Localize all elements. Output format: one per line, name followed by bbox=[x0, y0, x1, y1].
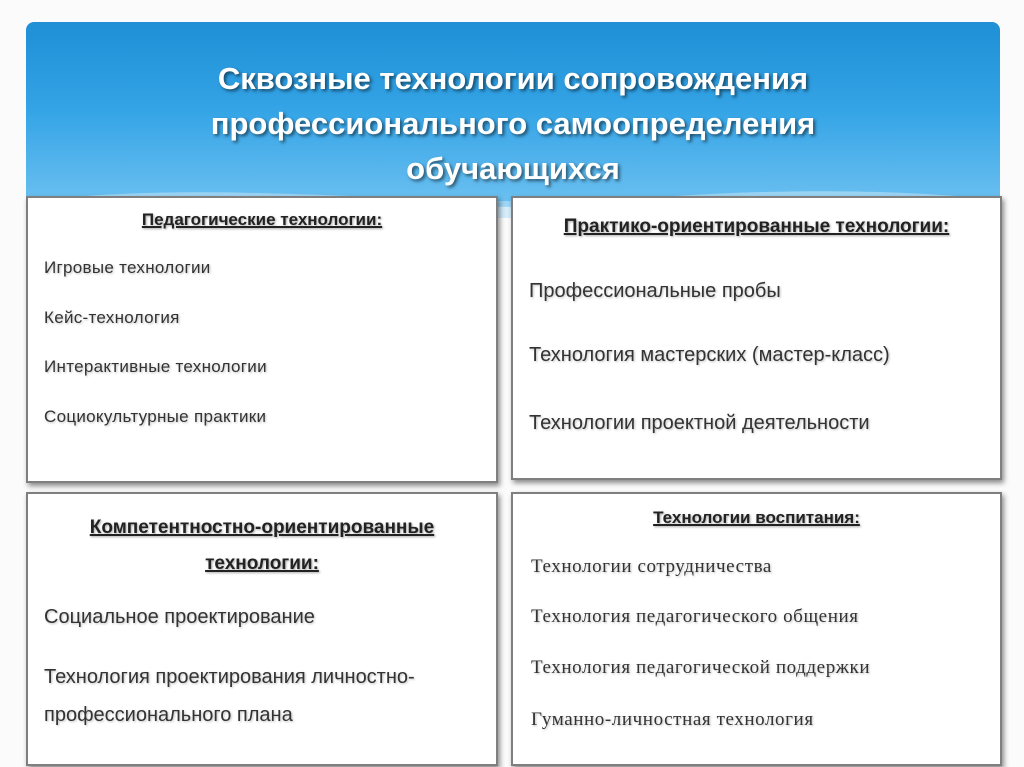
box-heading: Педагогические технологии: bbox=[141, 210, 383, 229]
list-item: Технология мастерских (мастер-класс) bbox=[529, 344, 890, 366]
competence-oriented-technologies-box bbox=[26, 492, 498, 766]
title-banner bbox=[26, 22, 1000, 218]
list-item: Социокультурные практики bbox=[44, 407, 267, 426]
practice-oriented-technologies-box bbox=[511, 196, 1002, 480]
list-item: Технология педагогической поддержки bbox=[531, 657, 871, 678]
box-heading-line-1: Компетентностно-ориентированные bbox=[89, 517, 435, 538]
list-item: Гуманно-личностная технология bbox=[531, 709, 814, 730]
list-item: профессионального плана bbox=[44, 704, 293, 726]
box-heading bbox=[28, 510, 496, 582]
pedagogical-technologies-box bbox=[26, 196, 498, 483]
list-item: Интерактивные технологии bbox=[44, 357, 267, 376]
list-item: Социальное проектирование bbox=[44, 606, 315, 628]
box-heading: Практико-ориентированные технологии: bbox=[563, 216, 950, 237]
title-line-3: обучающихся bbox=[406, 151, 620, 186]
slide-title bbox=[26, 56, 1000, 191]
upbringing-technologies-box bbox=[511, 492, 1002, 766]
list-item: Игровые технологии bbox=[44, 258, 211, 277]
box-heading: Технологии воспитания: bbox=[653, 508, 860, 527]
list-item: Технологии проектной деятельности bbox=[529, 412, 870, 434]
box-heading-line-2: технологии: bbox=[205, 553, 319, 574]
list-item: Технология проектирования личностно- bbox=[44, 666, 415, 688]
title-line-1: Сквозные технологии сопровождения bbox=[217, 61, 809, 96]
list-item: Технологии сотрудничества bbox=[531, 556, 772, 577]
list-item: Технология педагогического общения bbox=[531, 606, 859, 627]
list-item: Профессиональные пробы bbox=[529, 280, 781, 302]
list-item: Кейс-технология bbox=[44, 308, 180, 327]
title-line-2: профессионального самоопределения bbox=[210, 106, 816, 141]
